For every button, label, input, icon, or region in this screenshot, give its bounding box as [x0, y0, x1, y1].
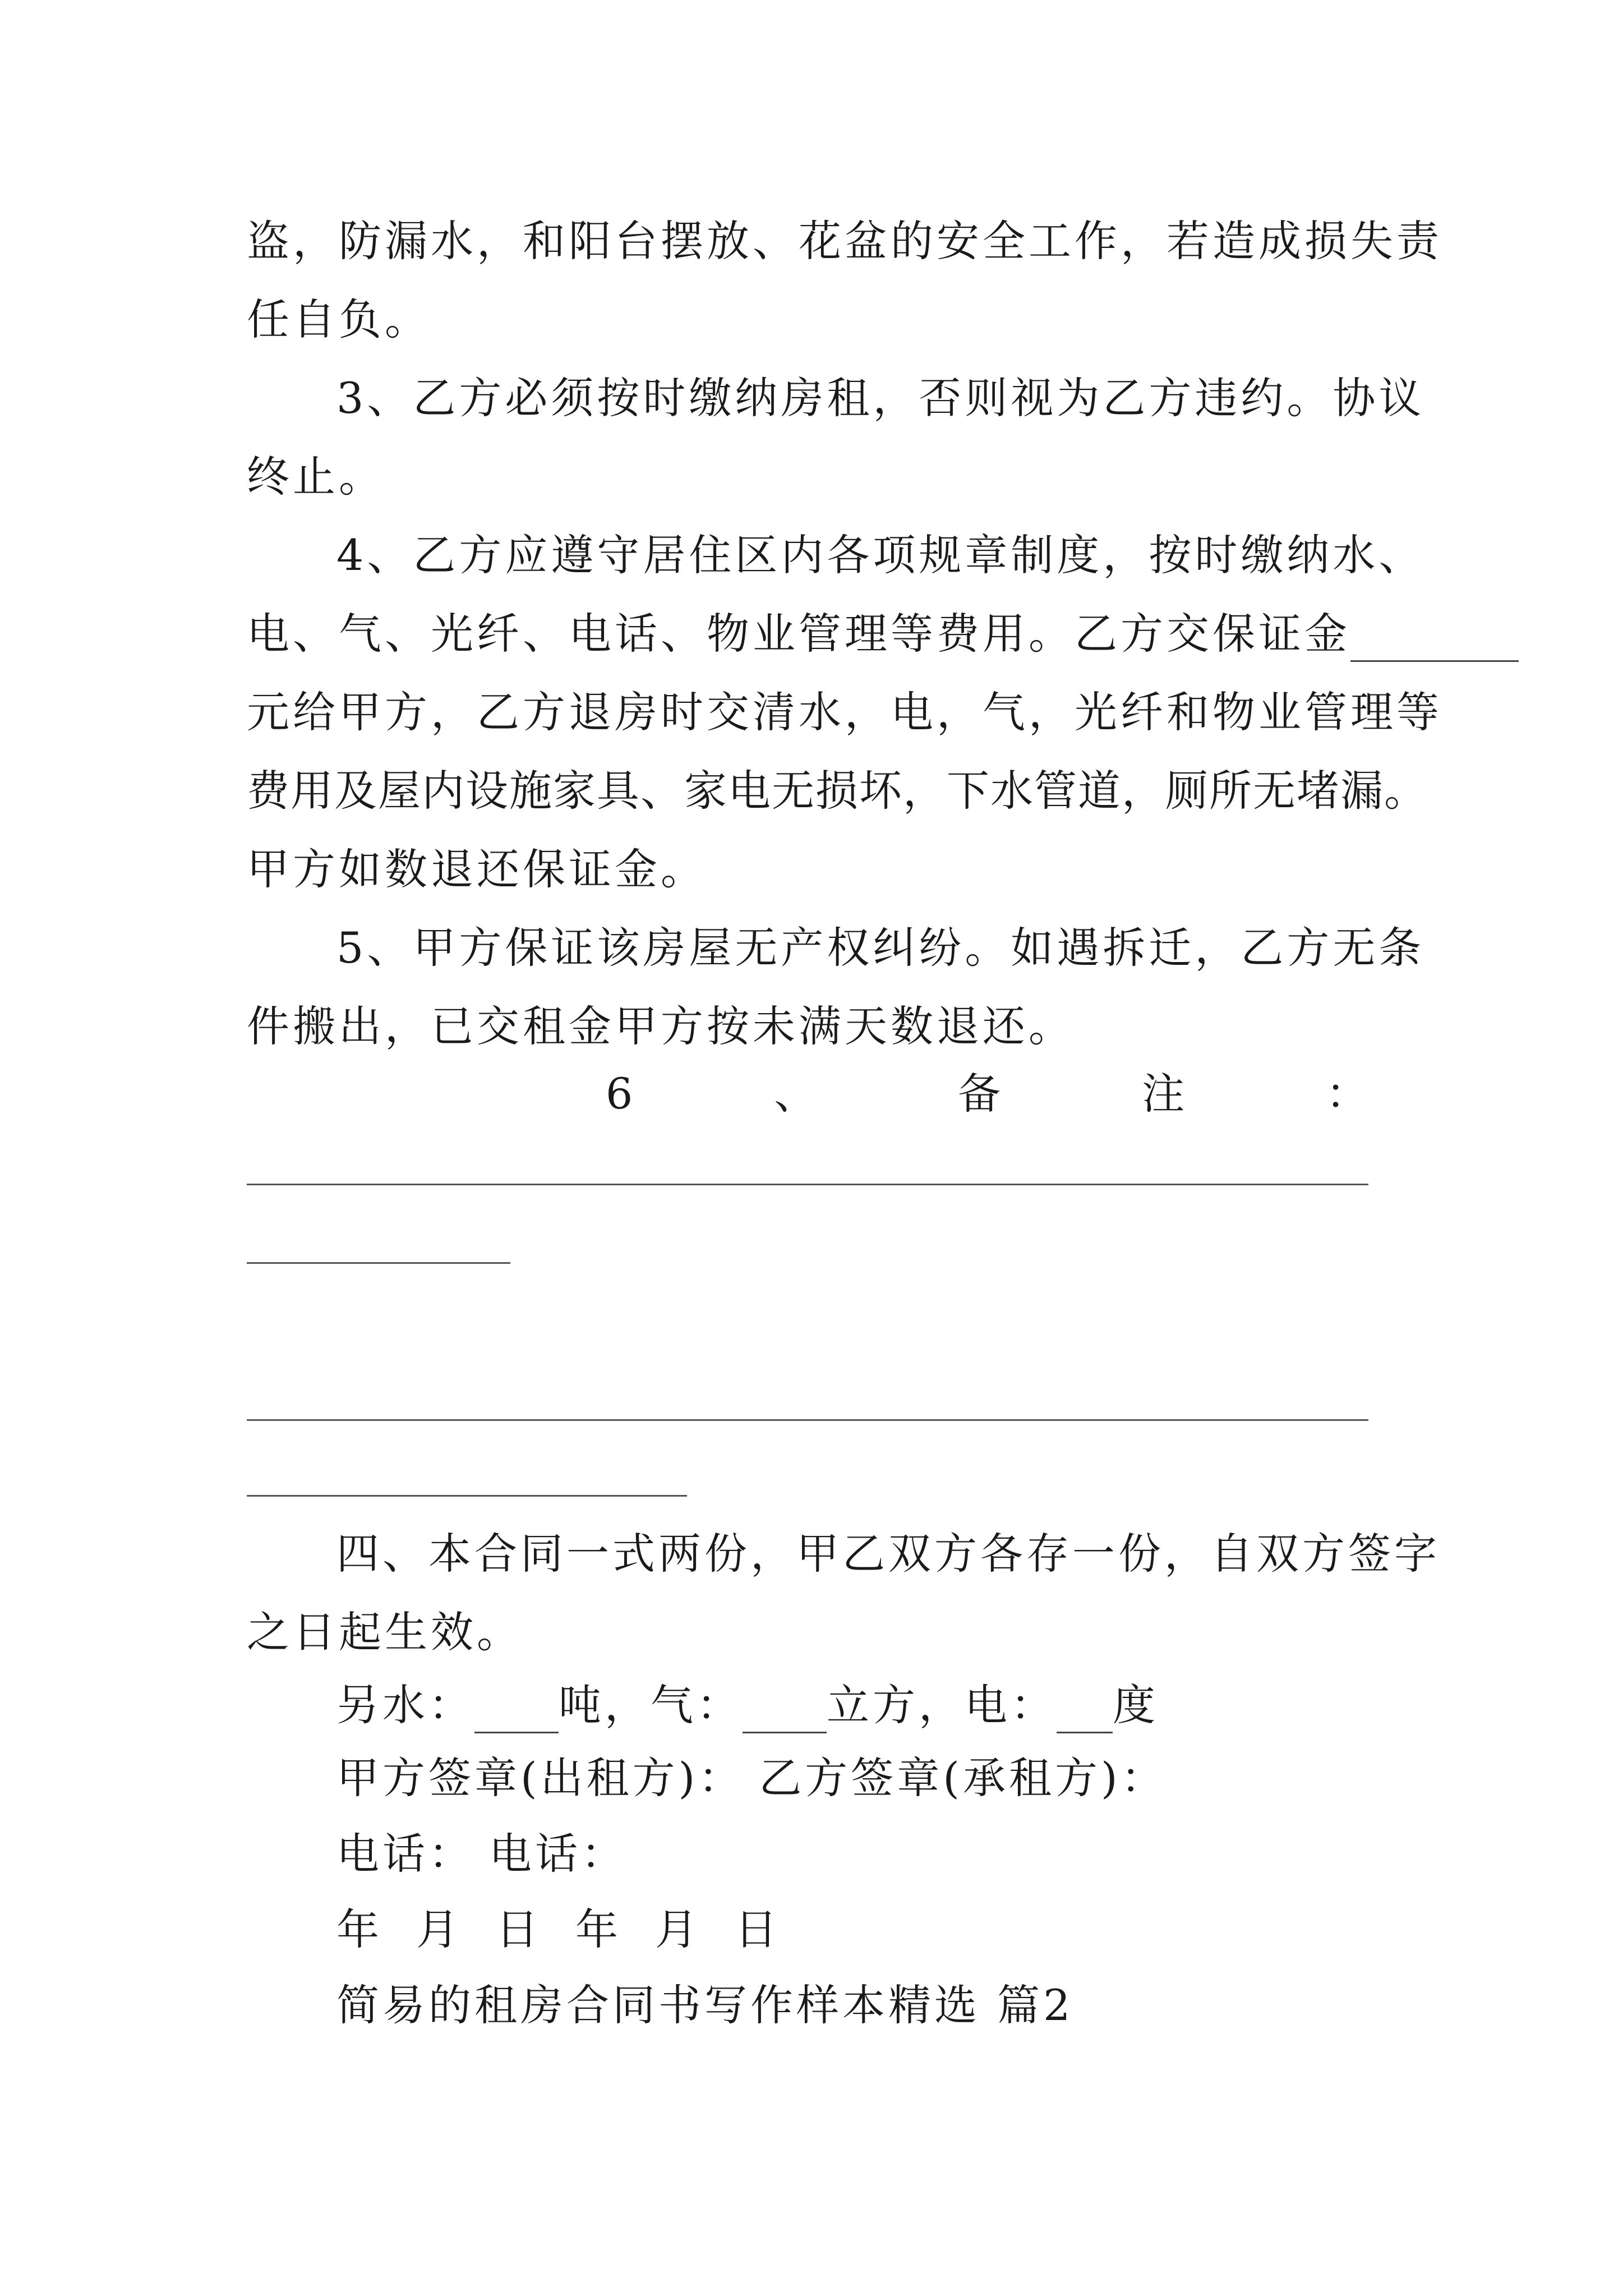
deposit-text: 电、气、光纤、电话、物业管理等费用。乙方交保证金: [247, 609, 1350, 659]
paragraph-line: 件搬出，已交租金甲方按未满天数退还。: [247, 1001, 1075, 1051]
day-label: 日: [735, 1904, 781, 1954]
gas-blank[interactable]: [743, 1695, 827, 1733]
remark-number: 6: [606, 1069, 633, 1119]
water-unit: 吨，气：: [559, 1680, 743, 1730]
clause-four-line: 四、本合同一式两份，甲乙双方各存一份，自双方签字: [336, 1529, 1440, 1579]
signature-line: [336, 1750, 1391, 1806]
water-blank[interactable]: [474, 1695, 559, 1733]
clause-3-line: 3、乙方必须按时缴纳房租，否则视为乙方违约。协议: [336, 373, 1425, 423]
utilities-line: [336, 1677, 1391, 1733]
deposit-line: [247, 606, 1391, 662]
paragraph-line: 之日起生效。: [247, 1607, 523, 1657]
phone-line: [336, 1826, 1391, 1882]
year-label: 年: [575, 1904, 621, 1954]
next-section-title: 简易的租房合同书写作样本精选 篇2: [336, 1980, 1074, 2030]
deposit-blank[interactable]: [1350, 623, 1519, 662]
gas-unit: 立方，电：: [827, 1680, 1057, 1730]
remark-blank-line[interactable]: [247, 1495, 687, 1497]
paragraph-line: 元给甲方，乙方退房时交清水，电，气，光纤和物业管理等: [247, 687, 1442, 737]
clause-4-line: 4、乙方应遵守居住区内各项规章制度，按时缴纳水、: [336, 530, 1425, 580]
remark-blank-line[interactable]: [247, 1184, 1368, 1185]
remark-char-2: 注: [1142, 1069, 1185, 1119]
paragraph-line: 费用及屋内设施家具、家电无损坏，下水管道，厕所无堵漏。: [247, 766, 1428, 816]
clause-5-line: 5、甲方保证该房屋无产权纠纷。如遇拆迁，乙方无条: [336, 923, 1425, 973]
remark-blank-line[interactable]: [247, 1262, 510, 1264]
paragraph-line: 任自负。: [247, 295, 431, 344]
electric-blank[interactable]: [1057, 1695, 1113, 1733]
month-label: 月: [416, 1904, 462, 1954]
party-b-signature-label: 乙方签章(承租方)：: [759, 1753, 1167, 1803]
party-a-signature-label: 甲方签章(出租方)：: [336, 1753, 745, 1803]
party-a-phone-label: 电话：: [336, 1829, 474, 1879]
remark-heading: [606, 1066, 1368, 1122]
month-label: 月: [655, 1904, 701, 1954]
day-label: 日: [496, 1904, 542, 1954]
remark-separator: 、: [774, 1069, 817, 1119]
party-b-phone-label: 电话：: [489, 1829, 627, 1879]
year-label: 年: [336, 1904, 382, 1954]
paragraph-line: 盗，防漏水，和阳台摆放、花盆的安全工作，若造成损失责: [247, 216, 1442, 266]
paragraph-line: 甲方如数退还保证金。: [247, 844, 707, 894]
electric-unit: 度: [1113, 1680, 1159, 1730]
date-line: [336, 1902, 1391, 1958]
remark-blank-line[interactable]: [247, 1419, 1368, 1421]
paragraph-line: 终止。: [247, 452, 385, 501]
utilities-prefix: 另水：: [336, 1680, 474, 1730]
remark-colon: ：: [1325, 1069, 1368, 1119]
remark-char-1: 备: [958, 1069, 1001, 1119]
